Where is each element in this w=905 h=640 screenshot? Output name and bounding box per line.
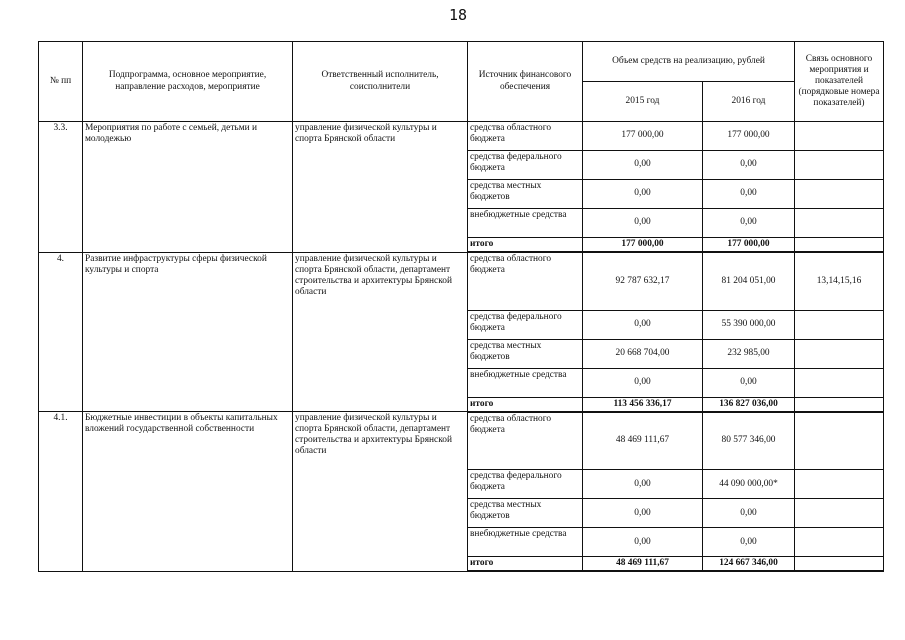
value-2016: 44 090 000,00* xyxy=(703,470,795,499)
header-year-2015: 2015 год xyxy=(583,82,703,122)
value-2016: 177 000,00 xyxy=(703,122,795,151)
indicator-link xyxy=(795,209,884,238)
value-2015: 20 668 704,00 xyxy=(583,339,703,368)
source-label: внебюджетные средства xyxy=(468,209,583,238)
total-2015: 177 000,00 xyxy=(583,238,703,253)
item-executor: управление физической культуры и спорта Брянской области xyxy=(293,122,468,253)
item-number: 3.3. xyxy=(39,122,83,253)
value-2016: 0,00 xyxy=(703,499,795,528)
indicator-link xyxy=(795,180,884,209)
source-label: итого xyxy=(468,238,583,253)
value-2016: 80 577 346,00 xyxy=(703,412,795,470)
total-2015: 113 456 336,17 xyxy=(583,397,703,412)
indicator-link xyxy=(795,528,884,557)
indicator-link xyxy=(795,238,884,253)
item-name: Мероприятия по работе с семьей, детьми и молодежью xyxy=(83,122,293,253)
header-executor: Ответственный исполнитель, соисполнители xyxy=(293,42,468,122)
value-2015: 0,00 xyxy=(583,470,703,499)
indicator-link xyxy=(795,151,884,180)
table-row xyxy=(39,122,884,151)
value-2015: 0,00 xyxy=(583,368,703,397)
header-link: Связь основного мероприятия и показателей (порядковые номера показателей) xyxy=(795,42,884,122)
total-2015: 48 469 111,67 xyxy=(583,557,703,572)
indicator-link xyxy=(795,412,884,470)
item-name: Развитие инфраструктуры сферы физической культуры и спорта xyxy=(83,252,293,412)
value-2016: 0,00 xyxy=(703,528,795,557)
source-label: внебюджетные средства xyxy=(468,528,583,557)
total-2016: 136 827 036,00 xyxy=(703,397,795,412)
table-row xyxy=(39,252,884,310)
indicator-link xyxy=(795,122,884,151)
value-2016: 0,00 xyxy=(703,151,795,180)
source-label: внебюджетные средства xyxy=(468,368,583,397)
item-number: 4. xyxy=(39,252,83,412)
source-label: итого xyxy=(468,557,583,572)
value-2015: 0,00 xyxy=(583,310,703,339)
total-2016: 177 000,00 xyxy=(703,238,795,253)
value-2015: 177 000,00 xyxy=(583,122,703,151)
indicator-link: 13,14,15,16 xyxy=(795,252,884,310)
value-2015: 0,00 xyxy=(583,499,703,528)
source-label: средства областного бюджета xyxy=(468,252,583,310)
source-label: средства федерального бюджета xyxy=(468,151,583,180)
indicator-link xyxy=(795,557,884,572)
indicator-link xyxy=(795,368,884,397)
value-2015: 0,00 xyxy=(583,180,703,209)
value-2016: 0,00 xyxy=(703,180,795,209)
table-row xyxy=(39,412,884,470)
source-label: средства местных бюджетов xyxy=(468,180,583,209)
value-2016: 55 390 000,00 xyxy=(703,310,795,339)
value-2016: 0,00 xyxy=(703,368,795,397)
header-num: № пп xyxy=(39,42,83,122)
source-label: средства областного бюджета xyxy=(468,412,583,470)
value-2015: 92 787 632,17 xyxy=(583,252,703,310)
value-2016: 232 985,00 xyxy=(703,339,795,368)
value-2016: 81 204 051,00 xyxy=(703,252,795,310)
value-2015: 0,00 xyxy=(583,151,703,180)
indicator-link xyxy=(795,397,884,412)
source-label: средства местных бюджетов xyxy=(468,499,583,528)
value-2015: 0,00 xyxy=(583,528,703,557)
total-2016: 124 667 346,00 xyxy=(703,557,795,572)
value-2015: 48 469 111,67 xyxy=(583,412,703,470)
header-subprogram: Подпрограмма, основное мероприятие, направление расходов, мероприятие xyxy=(83,42,293,122)
source-label: средства федерального бюджета xyxy=(468,310,583,339)
item-executor: управление физической культуры и спорта Брянской области, департамент строительства и архитектуры Брянской области xyxy=(293,412,468,572)
item-name: Бюджетные инвестиции в объекты капитальных вложений государственной собственности xyxy=(83,412,293,572)
source-label: средства областного бюджета xyxy=(468,122,583,151)
page-number: 18 xyxy=(449,6,468,24)
source-label: средства местных бюджетов xyxy=(468,339,583,368)
value-2015: 0,00 xyxy=(583,209,703,238)
item-executor: управление физической культуры и спорта Брянской области, департамент строительства и архитектуры Брянской области xyxy=(293,252,468,412)
item-number: 4.1. xyxy=(39,412,83,572)
header-volume: Объем средств на реализацию, рублей xyxy=(583,42,795,82)
header-source: Источник финансового обеспечения xyxy=(468,42,583,122)
indicator-link xyxy=(795,470,884,499)
budget-table xyxy=(38,41,884,572)
header-year-2016: 2016 год xyxy=(703,82,795,122)
value-2016: 0,00 xyxy=(703,209,795,238)
indicator-link xyxy=(795,499,884,528)
source-label: итого xyxy=(468,397,583,412)
source-label: средства федерального бюджета xyxy=(468,470,583,499)
indicator-link xyxy=(795,310,884,339)
indicator-link xyxy=(795,339,884,368)
